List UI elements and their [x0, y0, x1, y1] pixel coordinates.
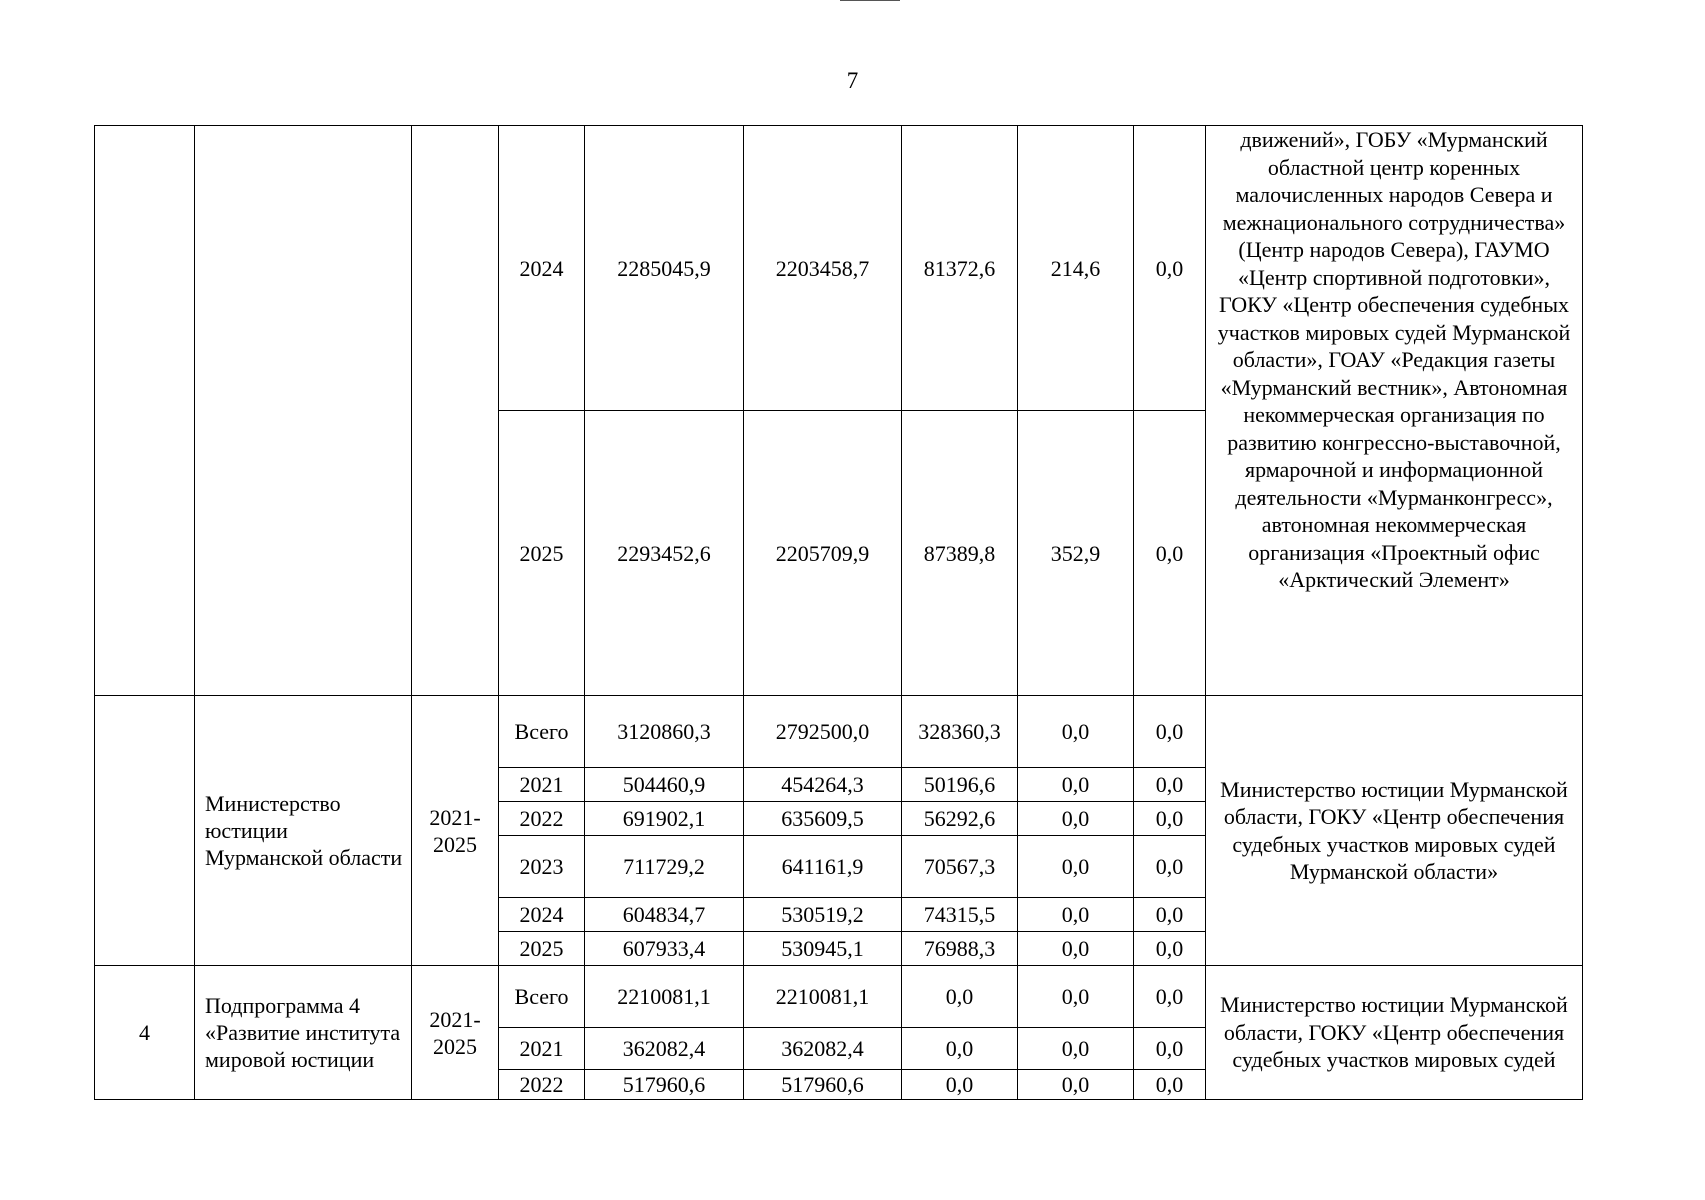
- other-cell: 0,0: [1134, 898, 1206, 932]
- local-cell: 0,0: [1018, 836, 1134, 898]
- ministry-period-cell: 2021-2025: [412, 696, 499, 966]
- federal-cell: 87389,8: [902, 411, 1018, 696]
- subprogram-name-cell: Подпрограмма 4 «Развитие института мировой юстиции: [195, 966, 412, 1100]
- year-cell: 2022: [499, 802, 585, 836]
- local-cell: 352,9: [1018, 411, 1134, 696]
- total-cell: 2210081,1: [585, 966, 744, 1028]
- total-cell: 2285045,9: [585, 126, 744, 411]
- federal-cell: 56292,6: [902, 802, 1018, 836]
- total-cell: 607933,4: [585, 932, 744, 966]
- other-cell: 0,0: [1134, 802, 1206, 836]
- federal-cell: 76988,3: [902, 932, 1018, 966]
- year-cell: Всего: [499, 696, 585, 768]
- regional-cell: 635609,5: [744, 802, 902, 836]
- ministry-name-cell: Министерство юстиции Мурманской области: [195, 696, 412, 966]
- table-row: [95, 696, 1583, 768]
- other-cell: 0,0: [1134, 966, 1206, 1028]
- federal-cell: 0,0: [902, 966, 1018, 1028]
- page-top-mark: [840, 0, 900, 1]
- name-cell-empty: [195, 126, 412, 696]
- year-cell: 2024: [499, 126, 585, 411]
- total-cell: 362082,4: [585, 1028, 744, 1070]
- subprogram-period-cell: 2021-2025: [412, 966, 499, 1100]
- executors-cell: движений», ГОБУ «Мурманский областной центр коренных малочисленных народов Севера и межнационального сотрудничества» (Центр народов Севера), ГАУМО «Центр спортивной подготовки», ГОКУ «Центр обеспечения судебных участков мировых судей Мурманской области», ГОАУ «Редакция газеты «Мурманский вестник», Автономная некоммерческая организация по развитию конгрессно-выставочной, ярмарочной и информационной деятельности «Мурманконгресс», автономная некоммерческая организация «Проектный офис «Арктический Элемент»: [1206, 126, 1583, 696]
- regional-cell: 530519,2: [744, 898, 902, 932]
- total-cell: 604834,7: [585, 898, 744, 932]
- regional-cell: 362082,4: [744, 1028, 902, 1070]
- year-cell: 2021: [499, 768, 585, 802]
- subprogram-number-cell: 4: [95, 966, 195, 1100]
- year-cell: 2024: [499, 898, 585, 932]
- number-cell-empty: [95, 126, 195, 696]
- other-cell: 0,0: [1134, 696, 1206, 768]
- other-cell: 0,0: [1134, 836, 1206, 898]
- local-cell: 0,0: [1018, 898, 1134, 932]
- federal-cell: 0,0: [902, 1028, 1018, 1070]
- regional-cell: 2203458,7: [744, 126, 902, 411]
- regional-cell: 530945,1: [744, 932, 902, 966]
- year-cell: 2022: [499, 1070, 585, 1100]
- federal-cell: 0,0: [902, 1070, 1018, 1100]
- regional-cell: 2792500,0: [744, 696, 902, 768]
- other-cell: 0,0: [1134, 1070, 1206, 1100]
- regional-cell: 2210081,1: [744, 966, 902, 1028]
- local-cell: 0,0: [1018, 1070, 1134, 1100]
- other-cell: 0,0: [1134, 1028, 1206, 1070]
- year-cell: 2025: [499, 411, 585, 696]
- subprogram-executors-cell: Министерство юстиции Мурманской области, ГОКУ «Центр обеспечения судебных участков мировых судей: [1206, 966, 1583, 1100]
- federal-cell: 70567,3: [902, 836, 1018, 898]
- year-cell: Всего: [499, 966, 585, 1028]
- other-cell: 0,0: [1134, 768, 1206, 802]
- page-number: 7: [846, 68, 859, 93]
- total-cell: 2293452,6: [585, 411, 744, 696]
- local-cell: 0,0: [1018, 966, 1134, 1028]
- local-cell: 0,0: [1018, 802, 1134, 836]
- federal-cell: 328360,3: [902, 696, 1018, 768]
- local-cell: 0,0: [1018, 768, 1134, 802]
- regional-cell: 454264,3: [744, 768, 902, 802]
- number-cell-empty: [95, 696, 195, 966]
- total-cell: 504460,9: [585, 768, 744, 802]
- local-cell: 0,0: [1018, 932, 1134, 966]
- federal-cell: 74315,5: [902, 898, 1018, 932]
- other-cell: 0,0: [1134, 411, 1206, 696]
- ministry-executors-cell: Министерство юстиции Мурманской области, ГОКУ «Центр обеспечения судебных участков мировых судей Мурманской области»: [1206, 696, 1583, 966]
- total-cell: 3120860,3: [585, 696, 744, 768]
- year-cell: 2023: [499, 836, 585, 898]
- year-cell: 2025: [499, 932, 585, 966]
- federal-cell: 81372,6: [902, 126, 1018, 411]
- federal-cell: 50196,6: [902, 768, 1018, 802]
- period-cell-empty: [412, 126, 499, 696]
- regional-cell: 2205709,9: [744, 411, 902, 696]
- table-row: [95, 126, 1583, 411]
- total-cell: 691902,1: [585, 802, 744, 836]
- other-cell: 0,0: [1134, 126, 1206, 411]
- funding-table: [94, 125, 1583, 1100]
- local-cell: 0,0: [1018, 696, 1134, 768]
- local-cell: 214,6: [1018, 126, 1134, 411]
- other-cell: 0,0: [1134, 932, 1206, 966]
- table-row: [95, 966, 1583, 1028]
- year-cell: 2021: [499, 1028, 585, 1070]
- total-cell: 711729,2: [585, 836, 744, 898]
- total-cell: 517960,6: [585, 1070, 744, 1100]
- regional-cell: 517960,6: [744, 1070, 902, 1100]
- local-cell: 0,0: [1018, 1028, 1134, 1070]
- regional-cell: 641161,9: [744, 836, 902, 898]
